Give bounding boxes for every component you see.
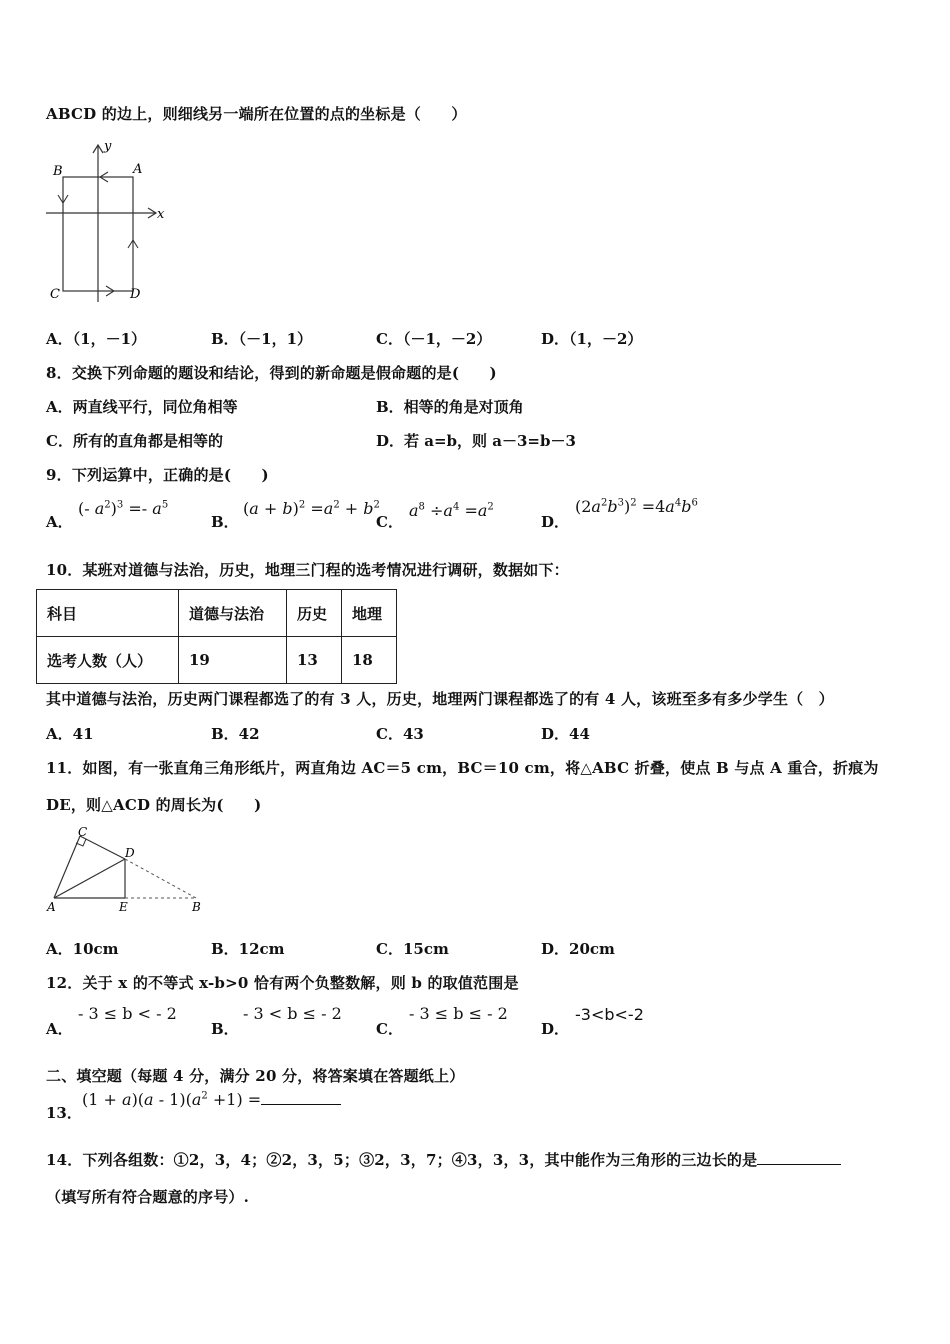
q10-question: 其中道德与法治，历史两门课程都选了的有 3 人，历史，地理两门课程都选了的有 4 人，该班至多有多少学生（ ） xyxy=(46,690,834,708)
q11-option-c: C．15cm xyxy=(376,940,449,958)
q7-option-a: A．（1，－1） xyxy=(46,330,147,348)
section-2-title: 二、填空题（每题 4 分，满分 20 分，将答案填在答题纸上） xyxy=(46,1067,465,1085)
q9-label-a: A． xyxy=(46,513,73,531)
q8-option-d: D．若 a=b，则 a－3=b－3 xyxy=(376,432,576,450)
q7-label-a: A xyxy=(133,162,143,177)
q8-option-a: A．两直线平行，同位角相等 xyxy=(46,398,238,416)
table-row xyxy=(37,637,397,684)
q11-stem-line1: 11．如图，有一张直角三角形纸片，两直角边 AC＝5 cm，BC＝10 cm，将△ABC 折叠，使点 B 与点 A 重合，折痕为 xyxy=(46,759,879,777)
q13-expr: $(1 + a)(a - 1)(a^2 +1)$ = xyxy=(82,1090,341,1109)
q11-option-a: A．10cm xyxy=(46,940,119,958)
q7-label-x: x xyxy=(157,207,165,222)
q11-label-e: E xyxy=(119,900,128,914)
q10-option-c: C．43 xyxy=(376,725,424,743)
q7-label-y: y xyxy=(104,140,112,154)
q7-label-b: B xyxy=(53,164,63,179)
q9-expr-d: $(2a^2b^3)^2 =4a^4b^6$ xyxy=(575,497,698,516)
q11-option-b: B．12cm xyxy=(211,940,285,958)
q14-note: （填写所有符合题意的序号）. xyxy=(46,1188,250,1206)
q14-answer-blank[interactable] xyxy=(757,1149,841,1165)
q11-label-a: A xyxy=(47,900,56,914)
q11-stem-line2: DE，则△ACD 的周长为( ) xyxy=(46,796,262,814)
table-cell-history: 13 xyxy=(287,637,342,684)
q14-stem-text: 14．下列各组数：①2，3，4；②2，3，5；③2，3，7；④3，3，3，其中能作为三角形的三边长的是 xyxy=(46,1151,758,1169)
table-header-geography: 地理 xyxy=(342,590,397,637)
q11-label-d: D xyxy=(125,846,135,860)
q13-number: 13． xyxy=(46,1104,82,1122)
q12-label-b: B． xyxy=(211,1020,239,1038)
q7-label-c: C xyxy=(50,287,60,302)
table-header-history: 历史 xyxy=(287,590,342,637)
q12-expr-b: - 3 < b ≤ - 2 xyxy=(243,1004,342,1023)
q7-figure xyxy=(44,140,169,305)
q9-stem: 9．下列运算中，正确的是( ) xyxy=(46,466,269,484)
q11-option-d: D．20cm xyxy=(541,940,615,958)
q11-label-c: C xyxy=(78,826,88,839)
q13-equals: = xyxy=(247,1090,262,1109)
q9-expr-c: $a^8 \div a^4 =a^2$ xyxy=(409,501,494,520)
q7-option-d: D．（1，－2） xyxy=(541,330,643,348)
q8-stem: 8．交换下列命题的题设和结论，得到的新命题是假命题的是( ) xyxy=(46,364,497,382)
q9-label-d: D． xyxy=(541,513,570,531)
q11-label-b: B xyxy=(192,900,201,914)
q7-label-d: D xyxy=(130,287,141,302)
q12-stem: 12．关于 x 的不等式 x-b>0 恰有两个负整数解，则 b 的取值范围是 xyxy=(46,974,519,992)
table-cell-morality: 19 xyxy=(179,637,287,684)
q10-table xyxy=(36,589,397,684)
q12-expr-c: - 3 ≤ b ≤ - 2 xyxy=(409,1004,508,1023)
q9-expr-b: $(a + b)^2 =a^2 + b^2$ xyxy=(243,499,380,518)
q10-option-d: D．44 xyxy=(541,725,590,743)
q13-answer-blank[interactable] xyxy=(261,1104,341,1105)
q7-option-b: B．（－1，1） xyxy=(211,330,313,348)
q11-figure xyxy=(44,826,214,916)
table-row xyxy=(37,590,397,637)
q8-option-c: C．所有的直角都是相等的 xyxy=(46,432,223,450)
q12-label-d: D． xyxy=(541,1020,570,1038)
table-cell-geography: 18 xyxy=(342,637,397,684)
q7-option-c: C．（－1，－2） xyxy=(376,330,492,348)
q12-expr-d: -3<b<-2 xyxy=(575,1005,644,1024)
q10-stem: 10．某班对道德与法治，历史，地理三门程的选考情况进行调研，数据如下： xyxy=(46,561,569,579)
q14-stem xyxy=(46,1149,841,1170)
q12-label-a: A． xyxy=(46,1020,73,1038)
q12-expr-a: - 3 ≤ b < - 2 xyxy=(78,1004,177,1023)
q7-stem: ABCD 的边上，则细线另一端所在位置的点的坐标是（ ） xyxy=(46,105,467,123)
q9-label-b: B． xyxy=(211,513,239,531)
q9-expr-a: (- $a^2)^3 =- a^5$ xyxy=(78,499,169,518)
q9-label-c: C． xyxy=(376,513,403,531)
table-header-subject: 科目 xyxy=(37,590,179,637)
table-header-morality: 道德与法治 xyxy=(179,590,287,637)
q10-option-a: A．41 xyxy=(46,725,94,743)
q12-label-c: C． xyxy=(376,1020,403,1038)
q10-option-b: B．42 xyxy=(211,725,260,743)
table-row-label: 选考人数（人） xyxy=(37,637,179,684)
q8-option-b: B．相等的角是对顶角 xyxy=(376,398,524,416)
